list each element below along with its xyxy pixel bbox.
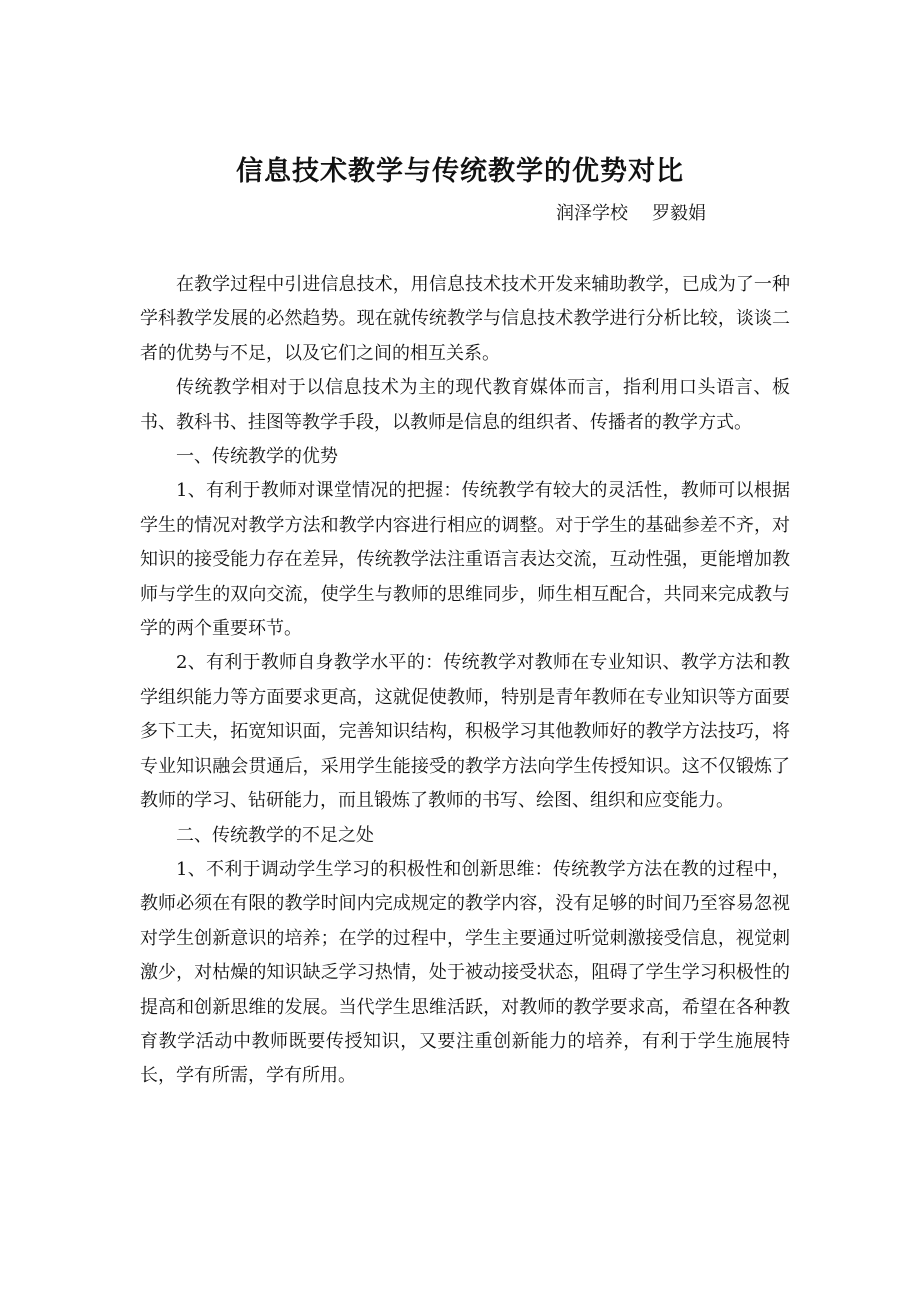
section-heading-advantages: 一、传统教学的优势: [176, 446, 338, 468]
advantage-paragraph-1: 1、有利于教师对课堂情况的把握：传统教学有较大的灵活性，教师可以根据学生的情况对教学方法和教学内容进行相应的调整。对于学生的基础参差不齐，对知识的接受能力存在差异，传统教学法注重语言表达交流，互动性强，更能增加教师与学生的双向交流，使学生与教师的思维同步，师生相互配合，共同来完成教与学的两个重要环节。: [140, 480, 790, 640]
section-heading-shortcomings: 二、传统教学的不足之处: [176, 824, 374, 846]
school-name: 润泽学校: [556, 203, 628, 224]
document-body: [140, 268, 790, 1094]
definition-paragraph: 传统教学相对于以信息技术为主的现代教育媒体而言，指利用口头语言、板书、教科书、挂图等教学手段，以教师是信息的组织者、传播者的教学方式。: [140, 377, 790, 433]
intro-paragraph: 在教学过程中引进信息技术，用信息技术技术开发来辅助教学，已成为了一种学科教学发展的必然趋势。现在就传统教学与信息技术教学进行分析比较，谈谈二者的优势与不足，以及它们之间的相互关系。: [140, 274, 790, 364]
document-title: 信息技术教学与传统教学的优势对比: [236, 156, 684, 187]
author-name: 罗毅娟: [652, 203, 706, 224]
advantage-paragraph-2: 2、有利于教师自身教学水平的：传统教学对教师在专业知识、教学方法和教学组织能力等方面要求更高，这就促使教师，特别是青年教师在专业知识等方面要多下工夫，拓宽知识面，完善知识结构，积极学习其他教师好的教学方法技巧，将专业知识融会贯通后，采用学生能接受的教学方法向学生传授知识。这不仅锻炼了教师的学习、钻研能力，而且锻炼了教师的书写、绘图、组织和应变能力。: [140, 652, 790, 812]
shortcoming-paragraph-1: 1、不利于调动学生学习的积极性和创新思维：传统教学方法在教的过程中，教师必须在有限的教学时间内完成规定的教学内容，没有足够的时间乃至容易忽视对学生创新意识的培养；在学的过程中，学生主要通过听觉刺激接受信息，视觉刺激少，对枯燥的知识缺乏学习热情，处于被动接受状态，阻碍了学生学习积极性的提高和创新思维的发展。当代学生思维活跃，对教师的教学要求高，希望在各种教育教学活动中教师既要传授知识，又要注重创新能力的培养，有利于学生施展特长，学有所需，学有所用。: [140, 858, 790, 1087]
byline: [556, 200, 706, 228]
